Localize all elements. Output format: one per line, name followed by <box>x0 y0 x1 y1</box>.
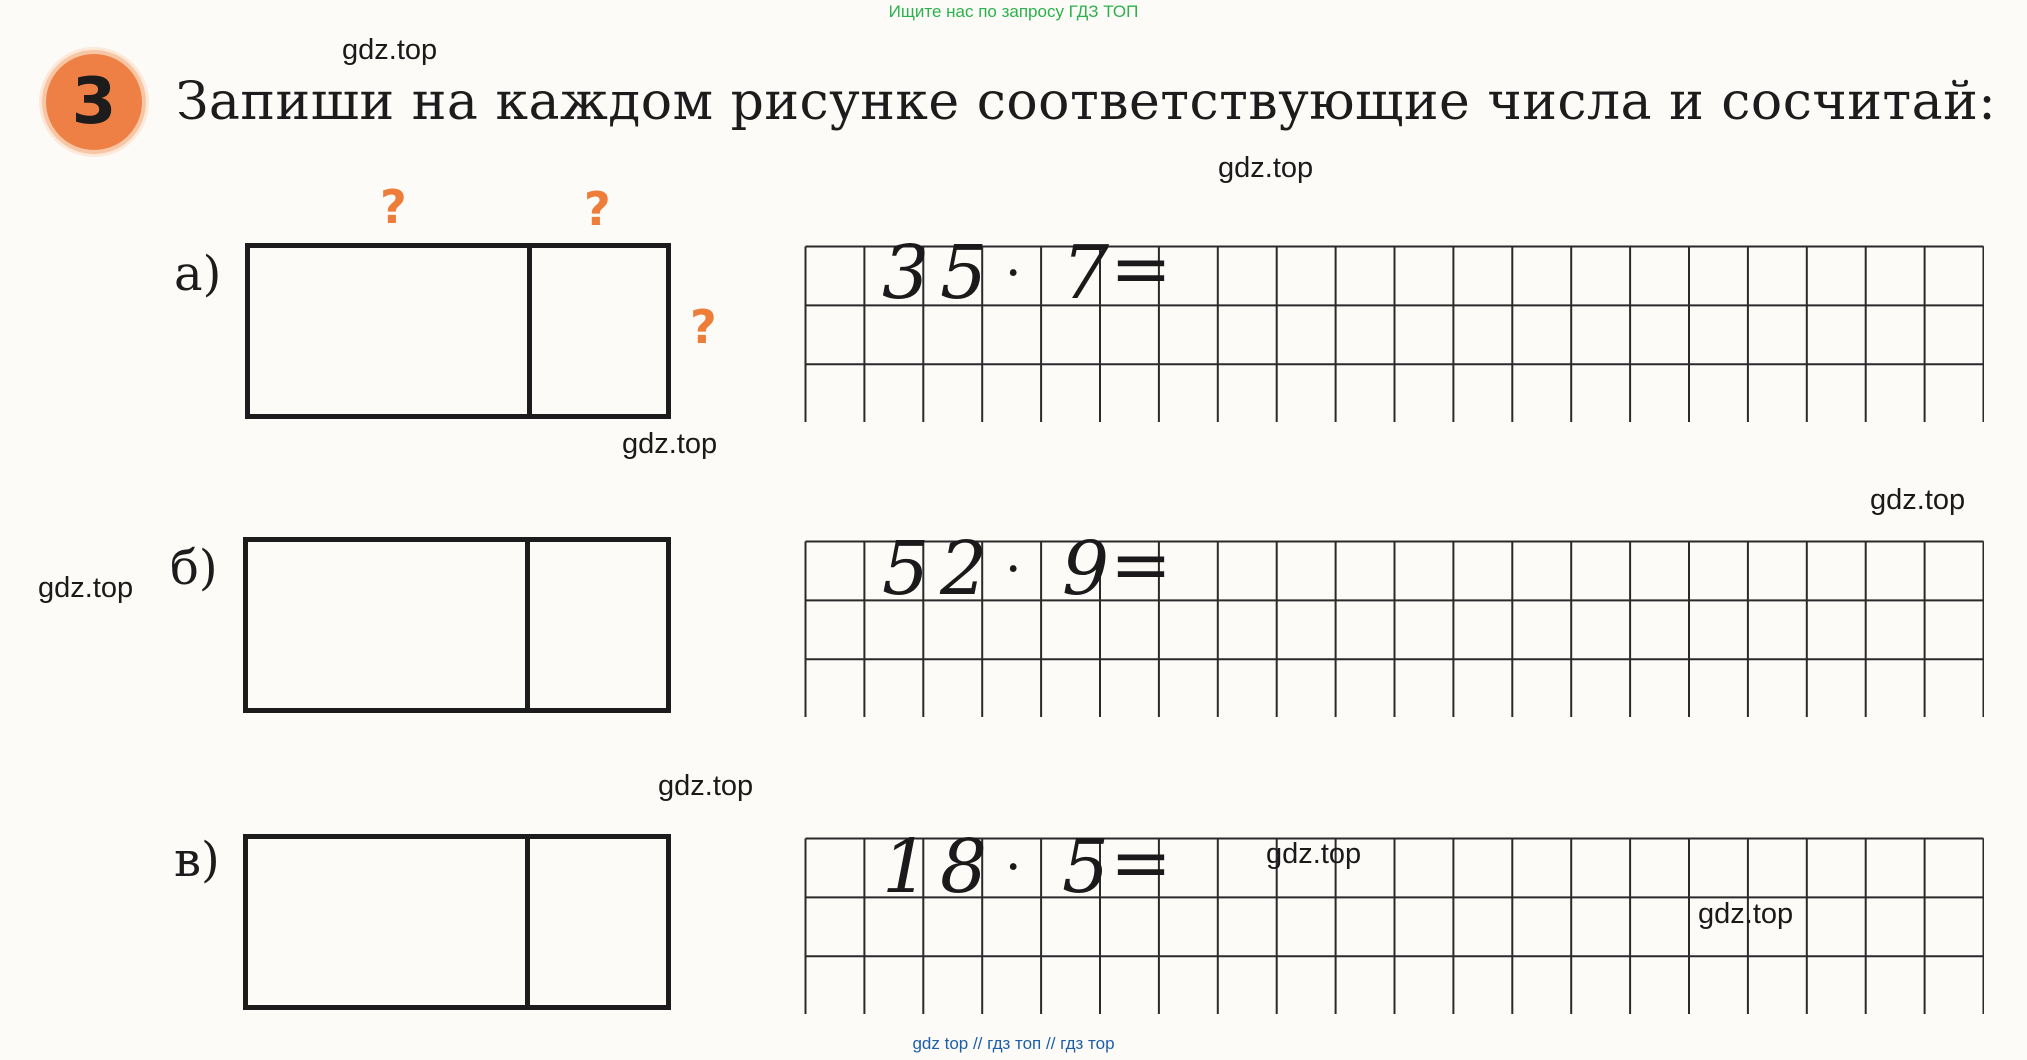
handwritten-digit-a-3: 7 <box>1062 230 1110 316</box>
handwritten-digit-c-1: 1 <box>882 824 930 910</box>
watermark: gdz.top <box>658 770 754 802</box>
item-label-a: а) <box>174 246 222 302</box>
handwritten-digit-a-2: 5 <box>940 230 988 316</box>
rectangle-figure-b <box>243 537 671 713</box>
handwritten-digit-c-2: 8 <box>940 824 988 910</box>
handwritten-digit-b-1: 5 <box>882 526 930 612</box>
rectangle-divider-b <box>525 537 530 713</box>
handwritten-digit-a-1: 3 <box>882 230 930 316</box>
rectangle-figure-c <box>243 834 671 1010</box>
handwritten-equals-a: = <box>1110 226 1173 312</box>
watermark: gdz.top <box>1870 484 1966 516</box>
top-banner[interactable]: Ищите нас по запросу ГДЗ ТОП <box>888 2 1139 21</box>
rectangle-divider-a <box>527 243 532 419</box>
question-mark-height: ? <box>690 300 717 354</box>
watermark: gdz.top <box>1218 152 1314 184</box>
task-number-badge: 3 <box>42 50 146 154</box>
handwritten-multiply-b: · <box>1005 540 1022 600</box>
item-label-b: б) <box>170 540 218 596</box>
bottom-banner[interactable]: gdz top // гдз топ // гдз тор <box>912 1034 1115 1053</box>
handwritten-multiply-a: · <box>1005 244 1022 304</box>
handwritten-digit-c-3: 5 <box>1062 824 1110 910</box>
rectangle-figure-a <box>245 243 671 419</box>
question-mark-right-part: ? <box>584 182 611 236</box>
handwritten-multiply-c: · <box>1005 838 1022 898</box>
handwritten-digit-b-2: 2 <box>940 526 988 612</box>
item-label-c: в) <box>174 832 220 888</box>
handwritten-digit-b-3: 9 <box>1062 526 1110 612</box>
handwritten-equals-b: = <box>1110 522 1173 608</box>
rectangle-divider-c <box>525 834 530 1010</box>
watermark: gdz.top <box>38 572 134 604</box>
task-instruction: Запиши на каждом рисунке соответствующие числа и сосчитай: <box>176 72 1997 132</box>
question-mark-left-part: ? <box>380 180 407 234</box>
watermark: gdz.top <box>1266 838 1362 870</box>
handwritten-equals-c: = <box>1110 820 1173 906</box>
watermark: gdz.top <box>1698 898 1794 930</box>
watermark: gdz.top <box>622 428 718 460</box>
watermark: gdz.top <box>342 34 438 66</box>
